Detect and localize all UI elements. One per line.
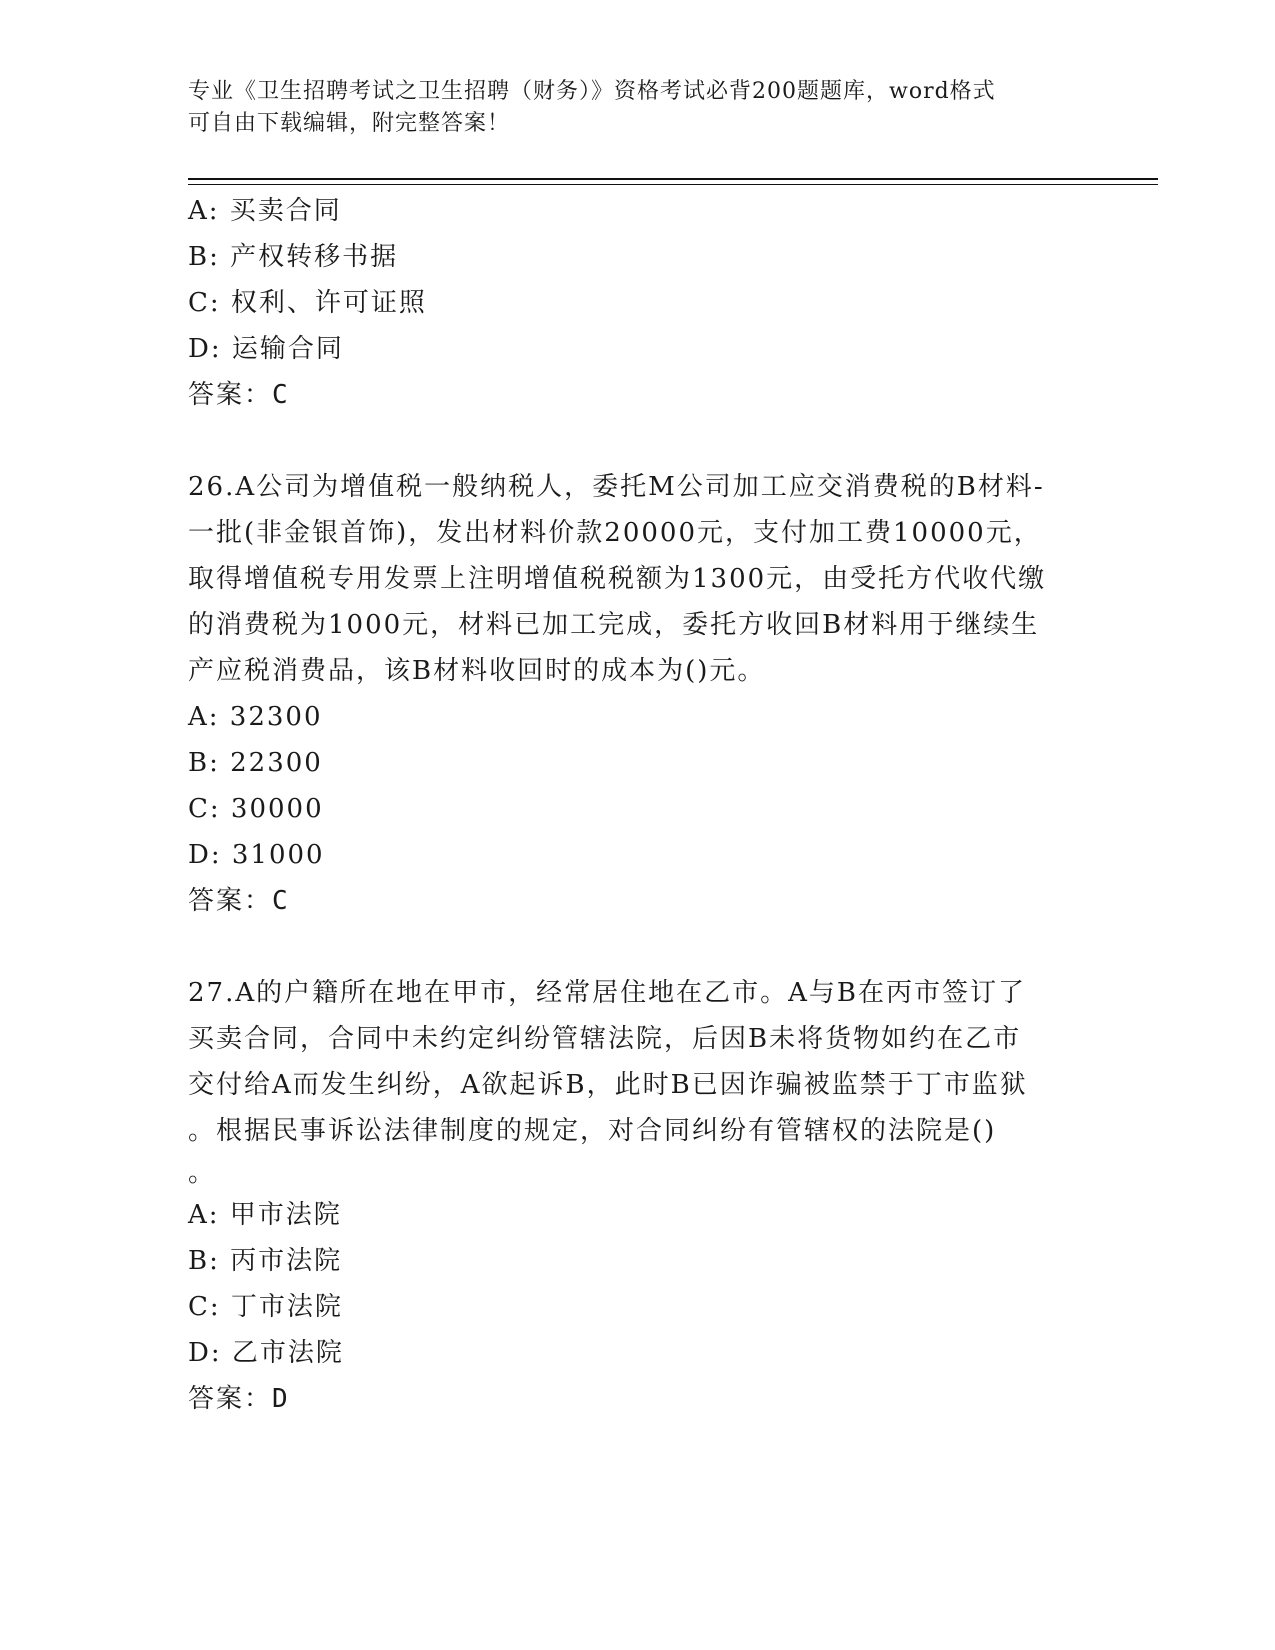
question-line: 产应税消费品，该B材料收回时的成本为()元。 [188,656,766,686]
document-body [188,188,1088,1422]
option-d: D: 31000 [188,840,325,870]
option-d: D: 运输合同 [188,334,344,364]
question-line: 。根据民事诉讼法律制度的规定，对合同纠纷有管辖权的法院是() [188,1116,997,1146]
question-line: 买卖合同，合同中未约定纠纷管辖法院，后因B未将货物如约在乙市 [188,1024,1022,1054]
answer-value: C [272,886,288,916]
header-line-1: 专业《卫生招聘考试之卫生招聘（财务）》资格考试必背200题题库，word格式 [188,79,996,104]
document-header [188,76,1088,140]
option-c: C: 权利、许可证照 [188,288,427,318]
answer-label: 答案： [188,886,273,916]
option-a: A: 32300 [188,702,323,732]
option-b: B: 产权转移书据 [188,242,399,272]
question-line: 的消费税为1000元，材料已加工完成，委托方收回B材料用于继续生 [188,610,1040,640]
option-b: B: 22300 [188,748,323,778]
question-line: 26.A公司为增值税一般纳税人，委托M公司加工应交消费税的B材料- [188,472,1045,502]
spacer [188,924,1088,970]
answer-value: C [272,380,288,410]
answer-label: 答案： [188,1384,273,1414]
question-text [188,970,1088,1192]
option-a: A: 买卖合同 [188,196,342,226]
option-d: D: 乙市法院 [188,1338,344,1368]
question-line: 一批(非金银首饰)，发出材料价款20000元，支付加工费10000元， [188,518,1042,548]
question-text [188,464,1088,694]
question-line: 取得增值税专用发票上注明增值税税额为1300元，由受托方代收代缴 [188,564,1047,594]
header-line-2: 可自由下载编辑，附完整答案！ [188,111,511,136]
spacer [188,418,1088,464]
option-c: C: 30000 [188,794,324,824]
question-line: 交付给A而发生纠纷，A欲起诉B，此时B已因诈骗被监禁于丁市监狱 [188,1070,1028,1100]
question-line: 。 [188,1158,217,1188]
answer-value: D [272,1384,288,1414]
question-26 [188,464,1088,924]
option-c: C: 丁市法院 [188,1292,343,1322]
answer-line [188,878,1088,924]
question-27 [188,970,1088,1422]
option-b: B: 丙市法院 [188,1246,343,1276]
answer-line [188,372,1088,418]
answer-line [188,1376,1088,1422]
question-25 [188,188,1088,418]
header-divider-thick [188,178,1158,180]
header-divider-thin [188,184,1158,185]
question-line: 27.A的户籍所在地在甲市，经常居住地在乙市。A与B在丙市签订了 [188,978,1027,1008]
option-a: A: 甲市法院 [188,1200,342,1230]
answer-label: 答案： [188,380,273,410]
